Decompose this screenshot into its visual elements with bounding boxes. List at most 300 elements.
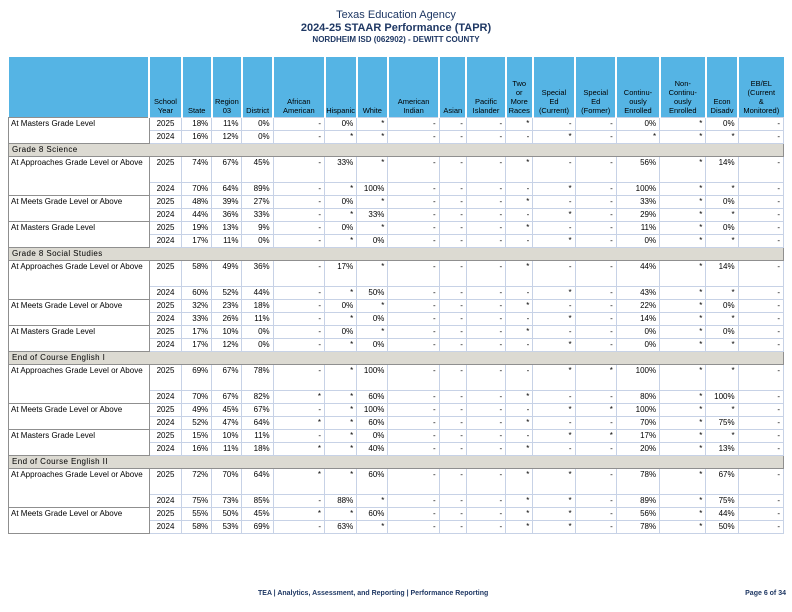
value-cell-special-ed-current: * xyxy=(533,520,575,533)
value-cell-african-american: * xyxy=(273,442,324,455)
value-cell-district: 0% xyxy=(242,234,273,247)
value-cell-white: 60% xyxy=(357,507,388,520)
value-cell-special-ed-former: - xyxy=(575,468,616,494)
value-cell-two-or-more-races: * xyxy=(506,325,533,338)
value-cell-eb-el: - xyxy=(738,468,783,494)
value-cell-pacific-islander: - xyxy=(466,312,505,325)
value-cell-district: 64% xyxy=(242,468,273,494)
value-cell-african-american: * xyxy=(273,390,324,403)
value-cell-region-03: 67% xyxy=(212,390,242,403)
section-label: Grade 8 Social Studies xyxy=(9,247,784,260)
row-label: At Meets Grade Level or Above xyxy=(9,507,150,533)
value-cell-african-american: - xyxy=(273,156,324,182)
value-cell-two-or-more-races: * xyxy=(506,390,533,403)
value-cell-region-03: 10% xyxy=(212,429,242,442)
value-cell-asian: - xyxy=(439,299,466,312)
value-cell-white: 50% xyxy=(357,286,388,299)
value-cell-eb-el: - xyxy=(738,390,783,403)
value-cell-non-continuously-enrolled: * xyxy=(660,390,706,403)
school-year-cell: 2025 xyxy=(149,117,181,130)
value-cell-non-continuously-enrolled: * xyxy=(660,325,706,338)
value-cell-african-american: - xyxy=(273,338,324,351)
value-cell-african-american: - xyxy=(273,221,324,234)
value-cell-state: 17% xyxy=(182,234,212,247)
value-cell-american-indian: - xyxy=(388,208,439,221)
value-cell-special-ed-current: * xyxy=(533,507,575,520)
value-cell-non-continuously-enrolled: * xyxy=(660,312,706,325)
value-cell-eb-el: - xyxy=(738,221,783,234)
value-cell-state: 16% xyxy=(182,442,212,455)
value-cell-two-or-more-races: * xyxy=(506,494,533,507)
value-cell-special-ed-former: - xyxy=(575,234,616,247)
value-cell-asian: - xyxy=(439,468,466,494)
value-cell-african-american: - xyxy=(273,117,324,130)
value-cell-eb-el: - xyxy=(738,130,783,143)
value-cell-econ-disadv: 0% xyxy=(706,299,738,312)
row-label: At Meets Grade Level or Above xyxy=(9,403,150,429)
value-cell-asian: - xyxy=(439,234,466,247)
value-cell-american-indian: - xyxy=(388,364,439,390)
section-label: End of Course English I xyxy=(9,351,784,364)
value-cell-american-indian: - xyxy=(388,221,439,234)
value-cell-district: 0% xyxy=(242,338,273,351)
value-cell-white: 0% xyxy=(357,312,388,325)
value-cell-econ-disadv: 75% xyxy=(706,416,738,429)
school-year-cell: 2025 xyxy=(149,507,181,520)
value-cell-pacific-islander: - xyxy=(466,182,505,195)
value-cell-non-continuously-enrolled: * xyxy=(660,117,706,130)
school-year-cell: 2025 xyxy=(149,299,181,312)
value-cell-continuously-enrolled: 14% xyxy=(616,312,659,325)
value-cell-eb-el: - xyxy=(738,442,783,455)
value-cell-continuously-enrolled: 20% xyxy=(616,442,659,455)
value-cell-state: 74% xyxy=(182,156,212,182)
col-header-asian: Asian xyxy=(439,57,466,117)
value-cell-district: 78% xyxy=(242,364,273,390)
value-cell-white: 0% xyxy=(357,429,388,442)
value-cell-district: 85% xyxy=(242,494,273,507)
value-cell-asian: - xyxy=(439,390,466,403)
value-cell-african-american: - xyxy=(273,429,324,442)
value-cell-continuously-enrolled: 0% xyxy=(616,338,659,351)
value-cell-african-american: - xyxy=(273,364,324,390)
agency-name: Texas Education Agency xyxy=(336,9,456,21)
value-cell-region-03: 67% xyxy=(212,364,242,390)
value-cell-non-continuously-enrolled: * xyxy=(660,299,706,312)
value-cell-special-ed-former: - xyxy=(575,390,616,403)
value-cell-white: 60% xyxy=(357,468,388,494)
value-cell-eb-el: - xyxy=(738,286,783,299)
value-cell-non-continuously-enrolled: * xyxy=(660,156,706,182)
value-cell-eb-el: - xyxy=(738,494,783,507)
value-cell-district: 11% xyxy=(242,429,273,442)
value-cell-white: 33% xyxy=(357,208,388,221)
value-cell-state: 58% xyxy=(182,260,212,286)
value-cell-special-ed-former: - xyxy=(575,208,616,221)
value-cell-state: 15% xyxy=(182,429,212,442)
value-cell-econ-disadv: 13% xyxy=(706,442,738,455)
value-cell-white: 0% xyxy=(357,338,388,351)
footer-page-number: Page 6 of 34 xyxy=(745,590,786,597)
value-cell-american-indian: - xyxy=(388,442,439,455)
value-cell-white: * xyxy=(357,260,388,286)
value-cell-non-continuously-enrolled: * xyxy=(660,130,706,143)
value-cell-asian: - xyxy=(439,286,466,299)
value-cell-two-or-more-races: * xyxy=(506,156,533,182)
value-cell-econ-disadv: * xyxy=(706,364,738,390)
value-cell-african-american: - xyxy=(273,182,324,195)
value-cell-special-ed-current: * xyxy=(533,364,575,390)
school-year-cell: 2024 xyxy=(149,442,181,455)
value-cell-american-indian: - xyxy=(388,416,439,429)
row-label: At Masters Grade Level xyxy=(9,429,150,455)
value-cell-special-ed-current: * xyxy=(533,468,575,494)
value-cell-eb-el: - xyxy=(738,520,783,533)
value-cell-region-03: 50% xyxy=(212,507,242,520)
school-year-cell: 2024 xyxy=(149,416,181,429)
value-cell-district: 18% xyxy=(242,442,273,455)
col-header-hispanic: Hispanic xyxy=(325,57,357,117)
col-header-eb-el: EB/EL (Current & Monitored) xyxy=(738,57,783,117)
col-header-region-03: Region 03 xyxy=(212,57,242,117)
value-cell-eb-el: - xyxy=(738,429,783,442)
value-cell-hispanic: * xyxy=(325,130,357,143)
value-cell-continuously-enrolled: 80% xyxy=(616,390,659,403)
value-cell-pacific-islander: - xyxy=(466,429,505,442)
value-cell-special-ed-former: - xyxy=(575,195,616,208)
value-cell-two-or-more-races: * xyxy=(506,260,533,286)
value-cell-two-or-more-races: - xyxy=(506,130,533,143)
col-header-special-ed-current: Special Ed (Current) xyxy=(533,57,575,117)
value-cell-econ-disadv: * xyxy=(706,182,738,195)
value-cell-special-ed-current: - xyxy=(533,390,575,403)
value-cell-american-indian: - xyxy=(388,117,439,130)
value-cell-special-ed-former: - xyxy=(575,299,616,312)
value-cell-asian: - xyxy=(439,117,466,130)
value-cell-eb-el: - xyxy=(738,403,783,416)
value-cell-special-ed-former: - xyxy=(575,416,616,429)
value-cell-american-indian: - xyxy=(388,234,439,247)
value-cell-two-or-more-races: - xyxy=(506,364,533,390)
value-cell-eb-el: - xyxy=(738,234,783,247)
value-cell-district: 33% xyxy=(242,208,273,221)
value-cell-special-ed-current: * xyxy=(533,130,575,143)
value-cell-white: 100% xyxy=(357,364,388,390)
value-cell-american-indian: - xyxy=(388,312,439,325)
value-cell-non-continuously-enrolled: * xyxy=(660,182,706,195)
value-cell-special-ed-current: * xyxy=(533,286,575,299)
value-cell-two-or-more-races: - xyxy=(506,208,533,221)
value-cell-african-american: * xyxy=(273,416,324,429)
value-cell-continuously-enrolled: 78% xyxy=(616,468,659,494)
value-cell-special-ed-former: - xyxy=(575,442,616,455)
data-row xyxy=(9,299,784,312)
value-cell-district: 11% xyxy=(242,312,273,325)
value-cell-eb-el: - xyxy=(738,182,783,195)
value-cell-special-ed-current: - xyxy=(533,260,575,286)
value-cell-econ-disadv: 75% xyxy=(706,494,738,507)
value-cell-asian: - xyxy=(439,442,466,455)
value-cell-two-or-more-races: * xyxy=(506,520,533,533)
value-cell-econ-disadv: * xyxy=(706,286,738,299)
value-cell-asian: - xyxy=(439,507,466,520)
value-cell-special-ed-former: - xyxy=(575,325,616,338)
row-label: At Masters Grade Level xyxy=(9,325,150,351)
value-cell-state: 33% xyxy=(182,312,212,325)
value-cell-pacific-islander: - xyxy=(466,338,505,351)
value-cell-white: 100% xyxy=(357,182,388,195)
value-cell-asian: - xyxy=(439,130,466,143)
value-cell-region-03: 45% xyxy=(212,403,242,416)
value-cell-continuously-enrolled: 22% xyxy=(616,299,659,312)
value-cell-white: 60% xyxy=(357,416,388,429)
school-year-cell: 2024 xyxy=(149,234,181,247)
value-cell-continuously-enrolled: 100% xyxy=(616,182,659,195)
value-cell-state: 72% xyxy=(182,468,212,494)
value-cell-special-ed-former: - xyxy=(575,494,616,507)
value-cell-region-03: 11% xyxy=(212,442,242,455)
value-cell-special-ed-former: - xyxy=(575,130,616,143)
value-cell-hispanic: * xyxy=(325,429,357,442)
value-cell-eb-el: - xyxy=(738,312,783,325)
value-cell-asian: - xyxy=(439,221,466,234)
value-cell-white: * xyxy=(357,520,388,533)
value-cell-two-or-more-races: - xyxy=(506,182,533,195)
value-cell-american-indian: - xyxy=(388,182,439,195)
value-cell-district: 89% xyxy=(242,182,273,195)
section-row xyxy=(9,143,784,156)
section-label: Grade 8 Science xyxy=(9,143,784,156)
value-cell-district: 82% xyxy=(242,390,273,403)
value-cell-pacific-islander: - xyxy=(466,494,505,507)
section-label: End of Course English II xyxy=(9,455,784,468)
school-year-cell: 2025 xyxy=(149,156,181,182)
data-row xyxy=(9,195,784,208)
value-cell-hispanic: 88% xyxy=(325,494,357,507)
value-cell-american-indian: - xyxy=(388,299,439,312)
value-cell-eb-el: - xyxy=(738,416,783,429)
value-cell-non-continuously-enrolled: * xyxy=(660,507,706,520)
value-cell-pacific-islander: - xyxy=(466,299,505,312)
value-cell-white: * xyxy=(357,494,388,507)
value-cell-econ-disadv: 100% xyxy=(706,390,738,403)
section-row xyxy=(9,455,784,468)
value-cell-state: 18% xyxy=(182,117,212,130)
value-cell-continuously-enrolled: 0% xyxy=(616,234,659,247)
value-cell-econ-disadv: * xyxy=(706,234,738,247)
value-cell-american-indian: - xyxy=(388,403,439,416)
value-cell-american-indian: - xyxy=(388,260,439,286)
row-label: At Approaches Grade Level or Above xyxy=(9,260,150,299)
value-cell-african-american: - xyxy=(273,260,324,286)
value-cell-american-indian: - xyxy=(388,195,439,208)
value-cell-special-ed-former: - xyxy=(575,260,616,286)
school-year-cell: 2025 xyxy=(149,221,181,234)
value-cell-continuously-enrolled: 33% xyxy=(616,195,659,208)
value-cell-special-ed-current: - xyxy=(533,221,575,234)
value-cell-hispanic: 0% xyxy=(325,299,357,312)
value-cell-district: 67% xyxy=(242,403,273,416)
value-cell-region-03: 47% xyxy=(212,416,242,429)
value-cell-region-03: 10% xyxy=(212,325,242,338)
report-title: 2024-25 STAAR Performance (TAPR) xyxy=(300,22,492,34)
table-body xyxy=(9,117,784,533)
value-cell-econ-disadv: 67% xyxy=(706,468,738,494)
value-cell-hispanic: * xyxy=(325,390,357,403)
value-cell-econ-disadv: * xyxy=(706,130,738,143)
value-cell-econ-disadv: * xyxy=(706,312,738,325)
value-cell-econ-disadv: 14% xyxy=(706,260,738,286)
value-cell-special-ed-former: - xyxy=(575,286,616,299)
value-cell-special-ed-former: - xyxy=(575,507,616,520)
value-cell-non-continuously-enrolled: * xyxy=(660,234,706,247)
value-cell-non-continuously-enrolled: * xyxy=(660,520,706,533)
school-year-cell: 2024 xyxy=(149,338,181,351)
value-cell-american-indian: - xyxy=(388,325,439,338)
value-cell-pacific-islander: - xyxy=(466,442,505,455)
value-cell-special-ed-current: - xyxy=(533,195,575,208)
value-cell-special-ed-current: - xyxy=(533,299,575,312)
row-label: At Approaches Grade Level or Above xyxy=(9,468,150,507)
value-cell-asian: - xyxy=(439,338,466,351)
value-cell-econ-disadv: 0% xyxy=(706,195,738,208)
value-cell-pacific-islander: - xyxy=(466,195,505,208)
value-cell-special-ed-current: - xyxy=(533,325,575,338)
value-cell-econ-disadv: 44% xyxy=(706,507,738,520)
value-cell-continuously-enrolled: 70% xyxy=(616,416,659,429)
value-cell-special-ed-current: - xyxy=(533,416,575,429)
value-cell-econ-disadv: * xyxy=(706,338,738,351)
value-cell-special-ed-former: * xyxy=(575,403,616,416)
value-cell-hispanic: * xyxy=(325,338,357,351)
value-cell-african-american: - xyxy=(273,403,324,416)
value-cell-special-ed-current: - xyxy=(533,156,575,182)
value-cell-continuously-enrolled: 0% xyxy=(616,325,659,338)
value-cell-non-continuously-enrolled: * xyxy=(660,208,706,221)
value-cell-special-ed-former: - xyxy=(575,221,616,234)
value-cell-american-indian: - xyxy=(388,468,439,494)
value-cell-asian: - xyxy=(439,156,466,182)
value-cell-eb-el: - xyxy=(738,299,783,312)
value-cell-pacific-islander: - xyxy=(466,286,505,299)
value-cell-american-indian: - xyxy=(388,507,439,520)
value-cell-hispanic: * xyxy=(325,416,357,429)
school-year-cell: 2024 xyxy=(149,182,181,195)
value-cell-continuously-enrolled: 100% xyxy=(616,364,659,390)
value-cell-two-or-more-races: * xyxy=(506,442,533,455)
row-label: At Approaches Grade Level or Above xyxy=(9,156,150,195)
col-header-american-indian: American Indian xyxy=(388,57,439,117)
value-cell-pacific-islander: - xyxy=(466,208,505,221)
col-header-pacific-islander: Pacific Islander xyxy=(466,57,505,117)
value-cell-region-03: 39% xyxy=(212,195,242,208)
value-cell-hispanic: * xyxy=(325,286,357,299)
value-cell-eb-el: - xyxy=(738,195,783,208)
school-year-cell: 2025 xyxy=(149,260,181,286)
col-header-white: White xyxy=(357,57,388,117)
value-cell-state: 75% xyxy=(182,494,212,507)
value-cell-two-or-more-races: - xyxy=(506,286,533,299)
value-cell-asian: - xyxy=(439,364,466,390)
value-cell-econ-disadv: 50% xyxy=(706,520,738,533)
value-cell-pacific-islander: - xyxy=(466,364,505,390)
value-cell-state: 49% xyxy=(182,403,212,416)
data-row xyxy=(9,403,784,416)
row-label: At Meets Grade Level or Above xyxy=(9,299,150,325)
value-cell-non-continuously-enrolled: * xyxy=(660,403,706,416)
value-cell-american-indian: - xyxy=(388,156,439,182)
value-cell-hispanic: 0% xyxy=(325,117,357,130)
value-cell-non-continuously-enrolled: * xyxy=(660,286,706,299)
value-cell-special-ed-current: * xyxy=(533,208,575,221)
value-cell-white: * xyxy=(357,117,388,130)
value-cell-state: 17% xyxy=(182,325,212,338)
row-label: At Approaches Grade Level or Above xyxy=(9,364,150,403)
value-cell-state: 16% xyxy=(182,130,212,143)
school-year-cell: 2024 xyxy=(149,520,181,533)
value-cell-hispanic: * xyxy=(325,234,357,247)
data-row xyxy=(9,364,784,390)
value-cell-american-indian: - xyxy=(388,494,439,507)
value-cell-non-continuously-enrolled: * xyxy=(660,260,706,286)
value-cell-special-ed-former: - xyxy=(575,182,616,195)
value-cell-district: 45% xyxy=(242,156,273,182)
school-year-cell: 2024 xyxy=(149,312,181,325)
value-cell-asian: - xyxy=(439,312,466,325)
value-cell-pacific-islander: - xyxy=(466,130,505,143)
value-cell-asian: - xyxy=(439,429,466,442)
value-cell-continuously-enrolled: 100% xyxy=(616,403,659,416)
value-cell-eb-el: - xyxy=(738,156,783,182)
value-cell-state: 32% xyxy=(182,299,212,312)
value-cell-white: * xyxy=(357,156,388,182)
value-cell-non-continuously-enrolled: * xyxy=(660,364,706,390)
value-cell-white: 60% xyxy=(357,390,388,403)
value-cell-continuously-enrolled: 11% xyxy=(616,221,659,234)
value-cell-two-or-more-races: * xyxy=(506,117,533,130)
value-cell-american-indian: - xyxy=(388,520,439,533)
value-cell-special-ed-former: - xyxy=(575,156,616,182)
value-cell-hispanic: 0% xyxy=(325,221,357,234)
value-cell-special-ed-former: - xyxy=(575,117,616,130)
col-header-special-ed-former: Special Ed (Former) xyxy=(575,57,616,117)
value-cell-pacific-islander: - xyxy=(466,507,505,520)
value-cell-african-american: - xyxy=(273,195,324,208)
value-cell-pacific-islander: - xyxy=(466,117,505,130)
school-year-cell: 2024 xyxy=(149,390,181,403)
value-cell-econ-disadv: 0% xyxy=(706,117,738,130)
footer-report-source: TEA | Analytics, Assessment, and Reporting | Performance Reporting xyxy=(258,590,489,597)
section-row xyxy=(9,247,784,260)
value-cell-hispanic: * xyxy=(325,442,357,455)
value-cell-african-american: - xyxy=(273,312,324,325)
value-cell-asian: - xyxy=(439,195,466,208)
value-cell-continuously-enrolled: 89% xyxy=(616,494,659,507)
value-cell-white: 40% xyxy=(357,442,388,455)
value-cell-special-ed-former: * xyxy=(575,429,616,442)
value-cell-econ-disadv: 0% xyxy=(706,325,738,338)
data-row xyxy=(9,117,784,130)
value-cell-pacific-islander: - xyxy=(466,520,505,533)
school-year-cell: 2024 xyxy=(149,286,181,299)
value-cell-region-03: 36% xyxy=(212,208,242,221)
title-block xyxy=(0,9,792,45)
value-cell-american-indian: - xyxy=(388,429,439,442)
value-cell-econ-disadv: * xyxy=(706,403,738,416)
value-cell-special-ed-former: - xyxy=(575,520,616,533)
value-cell-hispanic: 33% xyxy=(325,156,357,182)
value-cell-district: 69% xyxy=(242,520,273,533)
